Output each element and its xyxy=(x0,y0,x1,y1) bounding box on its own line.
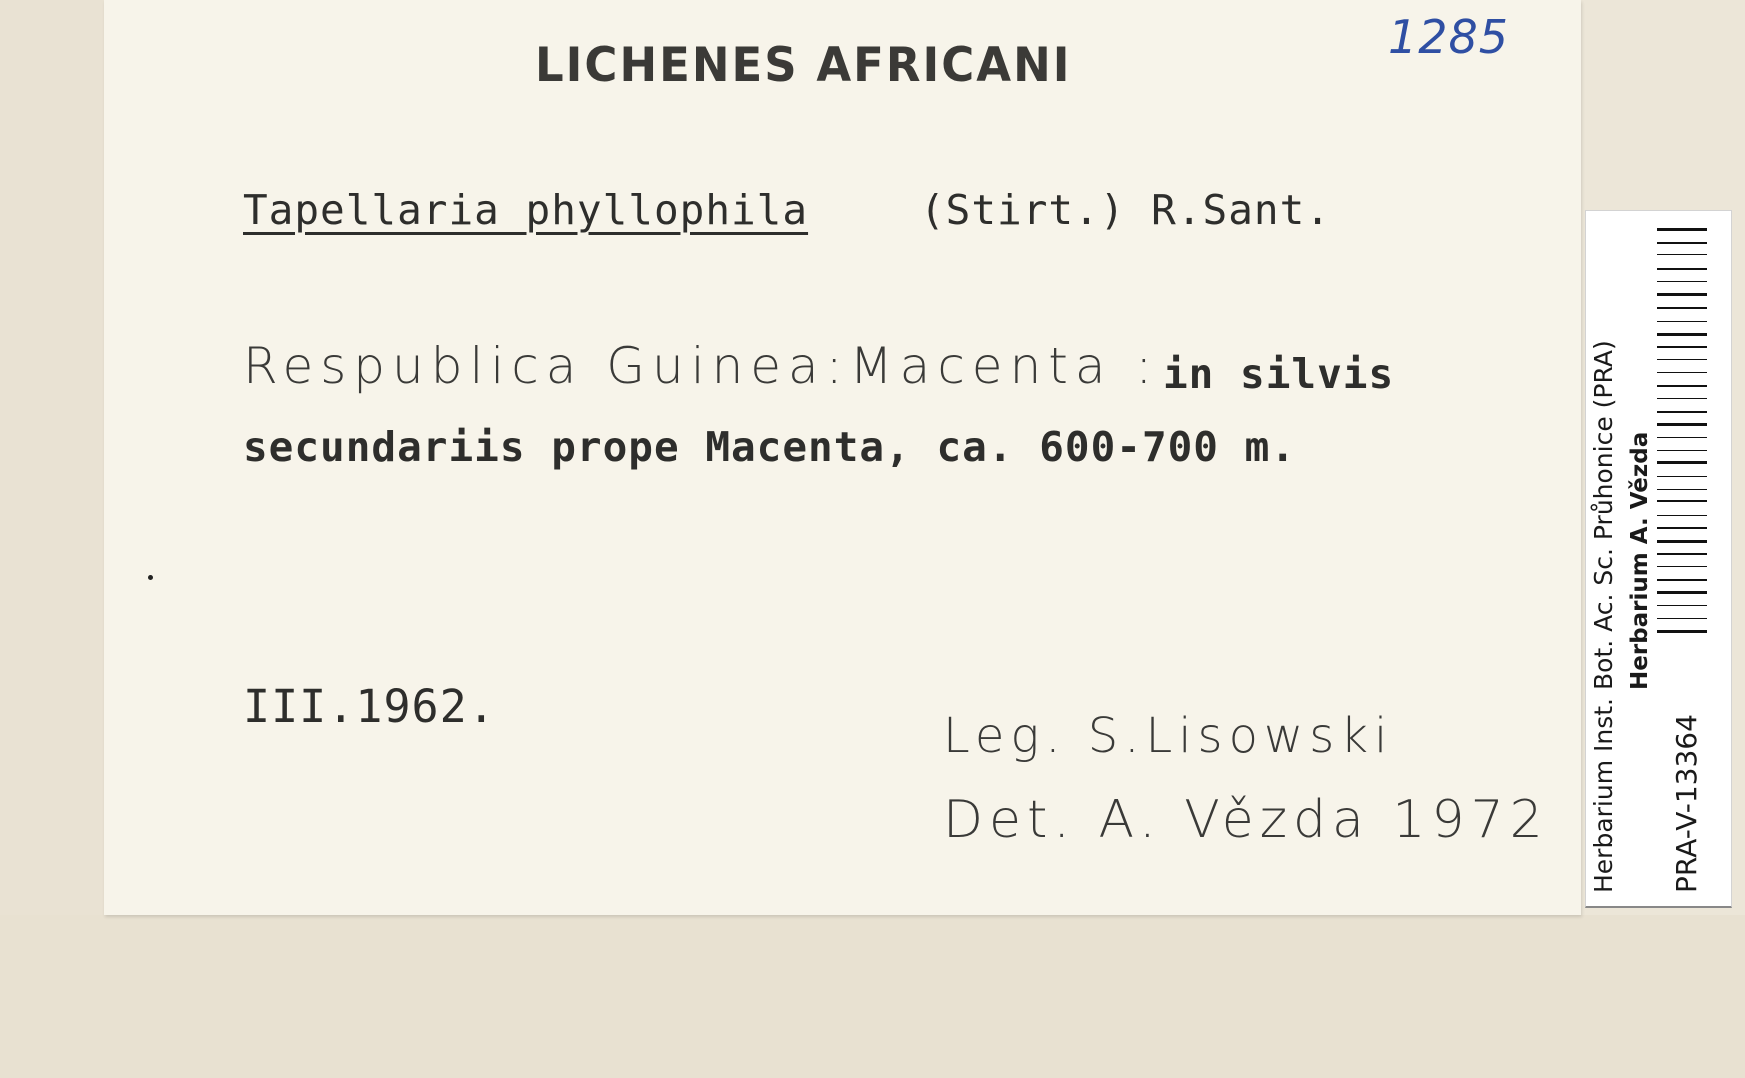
barcode-bar xyxy=(1657,585,1707,586)
barcode-bar xyxy=(1657,599,1707,600)
barcode-graphic xyxy=(1657,228,1707,640)
barcode-bar xyxy=(1657,385,1707,387)
barcode-bar xyxy=(1657,372,1707,373)
locality-detail-line-2: secundariis prope Macenta, ca. 600-700 m. xyxy=(243,423,1297,471)
barcode-bar xyxy=(1657,469,1707,471)
locality-country: Respublica Guinea:Macenta : xyxy=(243,337,1160,395)
barcode-bar xyxy=(1657,461,1707,464)
locality-detail-line-1: in silvis xyxy=(1163,350,1395,398)
barcode-bar xyxy=(1657,431,1707,432)
barcode-bar xyxy=(1657,566,1707,567)
barcode-bar xyxy=(1657,521,1707,522)
barcode-bar xyxy=(1657,482,1707,484)
barcode-bar xyxy=(1657,321,1707,322)
barcode-bar xyxy=(1657,228,1707,231)
barcode-bar xyxy=(1657,346,1707,348)
barcode-bar xyxy=(1657,489,1707,490)
barcode-bar xyxy=(1657,314,1707,316)
herbarium-sheet-bottom-edge xyxy=(0,915,1745,1078)
herbarium-name: Herbarium A. Vězda xyxy=(1627,431,1653,690)
barcode-bar xyxy=(1657,377,1707,380)
barcode-bar xyxy=(1657,495,1707,496)
barcode-bar xyxy=(1657,611,1707,613)
barcode-bar xyxy=(1657,301,1707,302)
barcode-bar xyxy=(1657,456,1707,457)
ink-speck xyxy=(148,575,153,580)
barcode-bar xyxy=(1657,534,1707,535)
barcode-bar xyxy=(1657,515,1707,516)
collection-date: III.1962. xyxy=(243,680,496,733)
barcode-bar xyxy=(1657,327,1707,328)
barcode-bar xyxy=(1657,340,1707,341)
barcode-bar xyxy=(1657,268,1707,270)
barcode-bar xyxy=(1657,411,1707,413)
barcode-bar xyxy=(1657,638,1707,639)
catalog-number: 1285 xyxy=(1388,10,1510,64)
barcode-bar xyxy=(1657,476,1707,477)
barcode-bar xyxy=(1657,417,1707,418)
barcode-bar xyxy=(1657,605,1707,606)
determiner: Det. A. Vězda 1972 xyxy=(943,790,1549,850)
barcode-bar xyxy=(1657,260,1707,263)
barcode-bar xyxy=(1657,359,1707,360)
species-name: Tapellaria phyllophila xyxy=(243,186,809,234)
barcode-bar xyxy=(1657,547,1707,548)
barcode-bar xyxy=(1657,249,1707,250)
barcode-bar xyxy=(1657,242,1707,244)
barcode-bar xyxy=(1657,500,1707,502)
barcode-bar xyxy=(1657,591,1707,594)
barcode-bar xyxy=(1657,333,1707,336)
barcode-bar xyxy=(1657,275,1707,276)
barcode-bar xyxy=(1657,392,1707,393)
barcode-bar xyxy=(1657,281,1707,282)
species-author: (Stirt.) R.Sant. xyxy=(920,186,1331,234)
barcode-bar xyxy=(1657,443,1707,445)
institution-name: Herbarium Inst. Bot. Ac. Sc. Průhonice (PRA) xyxy=(1589,340,1618,893)
barcode-bar xyxy=(1657,507,1707,510)
barcode-bar xyxy=(1657,365,1707,367)
barcode-bar xyxy=(1657,437,1707,438)
accession-number: PRA-V-13364 xyxy=(1670,714,1703,893)
barcode-bar xyxy=(1657,540,1707,543)
label-header: LICHENES AFRICANI xyxy=(535,36,1072,93)
barcode-bar xyxy=(1657,623,1707,625)
barcode-bar xyxy=(1657,423,1707,426)
barcode-bar xyxy=(1657,630,1707,633)
barcode-bar xyxy=(1657,236,1707,237)
barcode-bar xyxy=(1657,527,1707,529)
barcode-bar xyxy=(1657,618,1707,619)
barcode-bar xyxy=(1657,579,1707,581)
barcode-bar xyxy=(1657,254,1707,255)
barcode-bar xyxy=(1657,560,1707,561)
barcode-bar xyxy=(1657,287,1707,289)
barcode-bar xyxy=(1657,307,1707,309)
barcode-bar xyxy=(1657,553,1707,555)
collector: Leg. S.Lisowski xyxy=(943,708,1394,764)
barcode-bar xyxy=(1657,293,1707,296)
barcode-bar xyxy=(1657,398,1707,399)
barcode-bar xyxy=(1657,353,1707,354)
barcode-bar xyxy=(1657,404,1707,406)
barcode-bar xyxy=(1657,450,1707,451)
barcode-bar xyxy=(1657,572,1707,574)
